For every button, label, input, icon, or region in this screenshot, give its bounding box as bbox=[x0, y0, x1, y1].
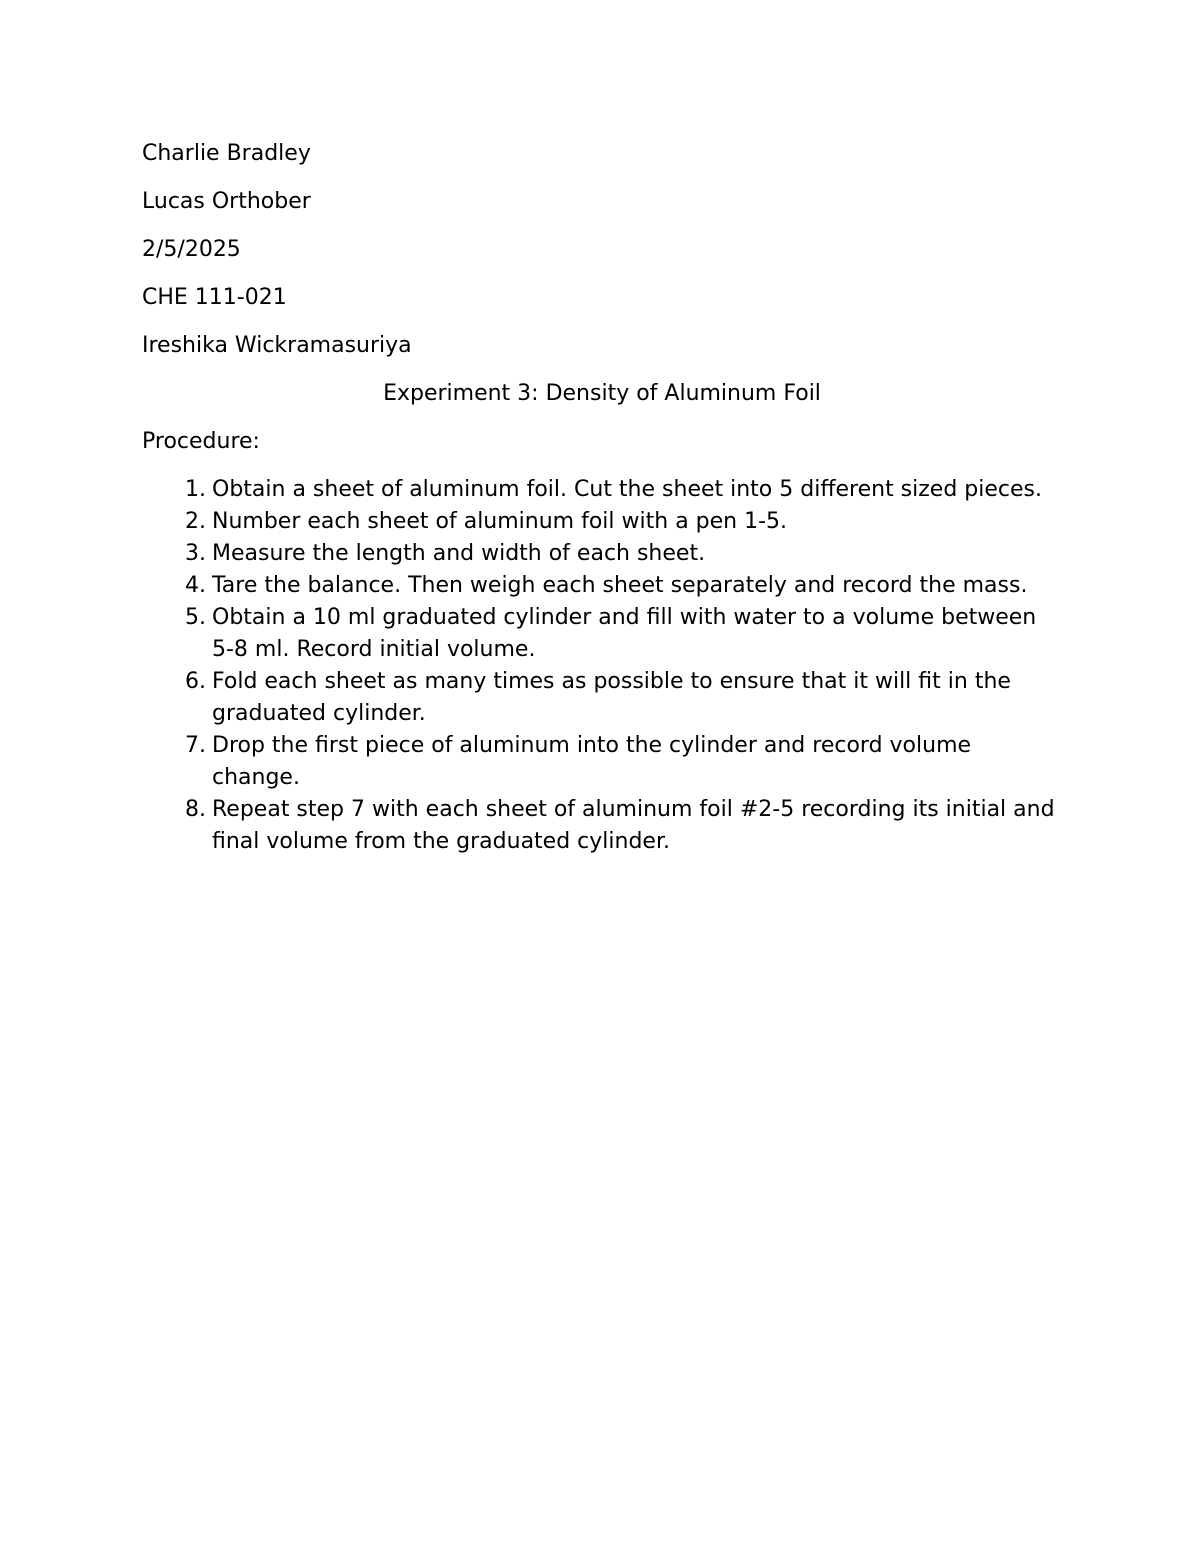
procedure-step bbox=[142, 538, 1062, 570]
author-name-2: Lucas Orthober bbox=[142, 189, 311, 214]
step-text: Measure the length and width of each sheet. bbox=[212, 541, 706, 566]
document-body bbox=[142, 138, 1062, 858]
date: 2/5/2025 bbox=[142, 237, 241, 262]
step-number: 7. bbox=[185, 733, 206, 758]
procedure-step bbox=[142, 794, 1062, 858]
procedure-step bbox=[142, 474, 1062, 506]
step-number: 6. bbox=[185, 669, 206, 694]
procedure-step bbox=[142, 570, 1062, 602]
step-number: 1. bbox=[185, 477, 206, 502]
procedure-step bbox=[142, 730, 1062, 794]
procedure-step bbox=[142, 602, 1062, 666]
step-number: 3. bbox=[185, 541, 206, 566]
step-text: Tare the balance. Then weigh each sheet separately and record the mass. bbox=[212, 573, 1028, 598]
step-number: 5. bbox=[185, 605, 206, 630]
procedure-step bbox=[142, 666, 1062, 730]
step-text: Fold each sheet as many times as possible to ensure that it will fit in the graduated cylinder. bbox=[212, 669, 1011, 726]
step-number: 8. bbox=[185, 797, 206, 822]
step-text: Obtain a 10 ml graduated cylinder and fill with water to a volume between 5-8 ml. Record initial volume. bbox=[212, 605, 1037, 662]
document-title: Experiment 3: Density of Aluminum Foil bbox=[383, 381, 821, 406]
step-text: Repeat step 7 with each sheet of aluminum foil #2-5 recording its initial and final volume from the graduated cylinder. bbox=[212, 797, 1055, 854]
procedure-list bbox=[142, 474, 1062, 858]
step-number: 2. bbox=[185, 509, 206, 534]
step-number: 4. bbox=[185, 573, 206, 598]
procedure-heading: Procedure: bbox=[142, 429, 260, 454]
procedure-step bbox=[142, 506, 1062, 538]
step-text: Drop the first piece of aluminum into the cylinder and record volume change. bbox=[212, 733, 972, 790]
course-code: CHE 111-021 bbox=[142, 285, 287, 310]
author-name-1: Charlie Bradley bbox=[142, 141, 311, 166]
step-text: Obtain a sheet of aluminum foil. Cut the sheet into 5 different sized pieces. bbox=[212, 477, 1042, 502]
instructor-name: Ireshika Wickramasuriya bbox=[142, 333, 412, 358]
step-text: Number each sheet of aluminum foil with a pen 1-5. bbox=[212, 509, 788, 534]
